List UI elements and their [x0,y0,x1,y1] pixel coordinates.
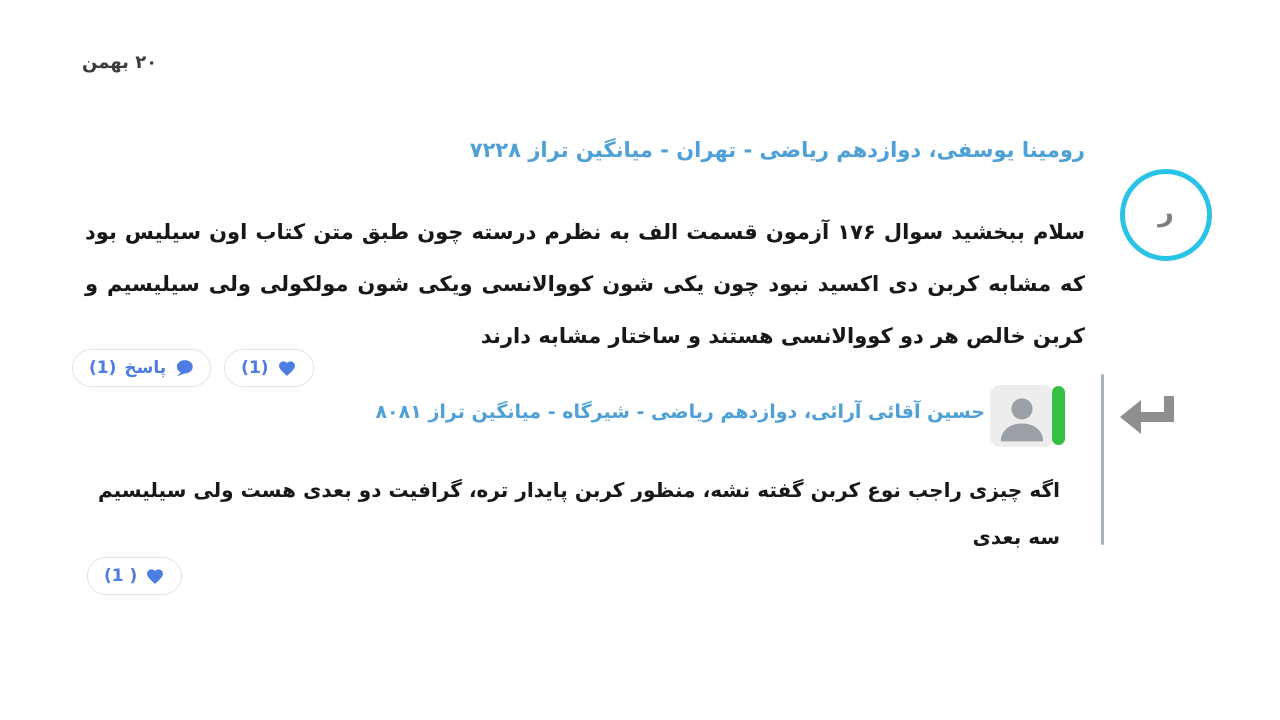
author-avatar-letter: ر [1158,196,1174,228]
reply-button-count: (1) [89,358,117,378]
post-author-line: رومینا یوسفی، دوازدهم ریاضی - تهران - میانگین تراز ۷۲۲۸ [469,138,1085,162]
online-status-bar [1052,386,1065,445]
thread-line [1101,374,1104,545]
reply-arrow-icon[interactable] [1120,394,1176,445]
post-date: ۲۰ بهمن [82,52,158,73]
person-icon [996,389,1048,445]
post-body-text: سلام ببخشید سوال ۱۷۶ آزمون قسمت الف به نظرم درسته چون طبق متن کتاب اون سیلیس بود که مشابه کربن دی اکسید نبود چون یکی شون کووالانسی ویکی شون مولکولی ولی سیلیسیم و کربن خالص هر دو کووالانسی هستند و ساختار مشابه دارند [85,220,1085,348]
like-button-count: (1) [241,358,269,378]
heart-icon [145,567,165,586]
reply-like-count: ( 1) [104,566,138,586]
reply-body-text: اگه چیزی راجب نوع کربن گفته نشه، منظور کربن پایدار تره، گرافیت دو بعدی هست ولی سیلیسیم سه بعدی [98,478,1060,549]
reply-like-button[interactable] [87,557,182,595]
reply-author-line: حسین آقائی آرائی، دوازدهم ریاضی - شیرگاه - میانگین تراز ۸۰۸۱ [375,401,985,423]
reply-button-label: پاسخ [124,358,167,378]
reply-author-avatar[interactable] [990,385,1054,447]
